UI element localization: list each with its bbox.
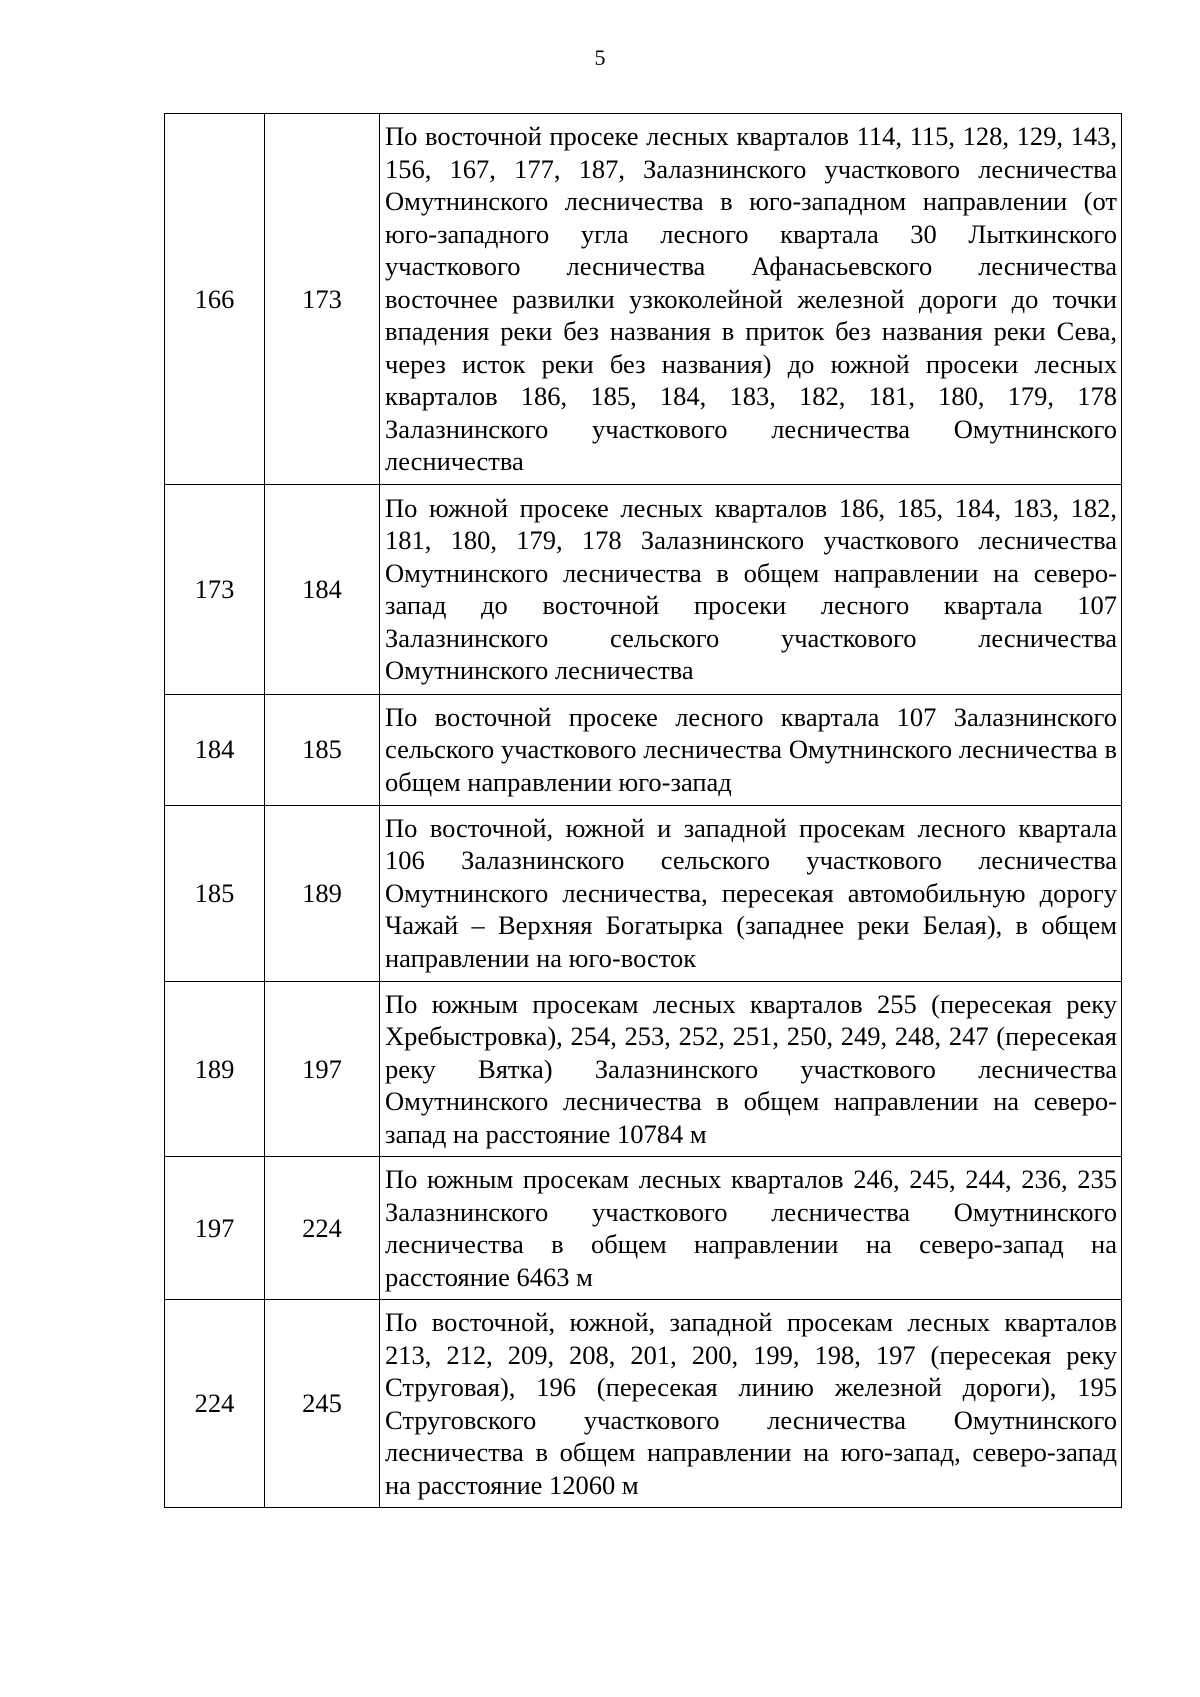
segment-description: По южной просеке лесных кварталов 186, 185, 184, 183, 182, 181, 180, 179, 178 Залазнинского участкового лесничества Омутнинского лесничества в общем направлении на северо-запад до восточной просеки лесного квартала 107 Залазнинского сельского участкового лесничества Омутнинского лесничества <box>380 484 1122 694</box>
point-from: 173 <box>165 484 265 694</box>
table-row <box>165 694 1122 805</box>
point-to: 224 <box>265 1157 380 1300</box>
segment-description: По южным просекам лесных кварталов 246, 245, 244, 236, 235 Залазнинского участкового лесничества Омутнинского лесничества в общем направлении на северо-запад на расстояние 6463 м <box>380 1157 1122 1300</box>
point-to: 189 <box>265 805 380 981</box>
point-from: 224 <box>165 1300 265 1508</box>
point-to: 184 <box>265 484 380 694</box>
table-row <box>165 484 1122 694</box>
table-row <box>165 1300 1122 1508</box>
segment-description: По восточной просеке лесного квартала 107 Залазнинского сельского участкового лесничества Омутнинского лесничества в общем направлении юго-запад <box>380 694 1122 805</box>
segment-description: По южным просекам лесных кварталов 255 (пересекая реку Хребыстровка), 254, 253, 252, 251, 250, 249, 248, 247 (пересекая реку Вятка) Залазнинского участкового лесничества Омутнинского лесничества в общем направлении на северо-запад на расстояние 10784 м <box>380 981 1122 1157</box>
page-number: 5 <box>594 45 606 70</box>
segment-description: По восточной, южной, западной просекам лесных кварталов 213, 212, 209, 208, 201, 200, 199, 198, 197 (пересекая реку Струговая), 196 (пересекая линию железной дороги), 195 Струговского участкового лесничества Омутнинского лесничества в общем направлении на юго-запад, северо-запад на расстояние 12060 м <box>380 1300 1122 1508</box>
point-from: 184 <box>165 694 265 805</box>
point-to: 173 <box>265 114 380 485</box>
point-from: 185 <box>165 805 265 981</box>
table-row <box>165 981 1122 1157</box>
point-from: 166 <box>165 114 265 485</box>
point-to: 245 <box>265 1300 380 1508</box>
segment-description: По восточной просеке лесных кварталов 114, 115, 128, 129, 143, 156, 167, 177, 187, Залазнинского участкового лесничества Омутнинского лесничества в юго-западном направлении (от юго-западного угла лесного квартала 30 Лыткинского участкового лесничества Афанасьевского лесничества восточнее развилки узкоколейной железной дороги до точки впадения реки без названия в приток без названия реки Сева, через исток реки без названия) до южной просеки лесных кварталов 186, 185, 184, 183, 182, 181, 180, 179, 178 Залазнинского участкового лесничества Омутнинского лесничества <box>380 114 1122 485</box>
table-row <box>165 1157 1122 1300</box>
point-to: 197 <box>265 981 380 1157</box>
point-from: 197 <box>165 1157 265 1300</box>
boundary-table <box>164 113 1122 1508</box>
table-row <box>165 114 1122 485</box>
segment-description: По восточной, южной и западной просекам лесного квартала 106 Залазнинского сельского участкового лесничества Омутнинского лесничества, пересекая автомобильную дорогу Чажай – Верхняя Богатырка (западнее реки Белая), в общем направлении на юго-восток <box>380 805 1122 981</box>
table-row <box>165 805 1122 981</box>
point-from: 189 <box>165 981 265 1157</box>
point-to: 185 <box>265 694 380 805</box>
